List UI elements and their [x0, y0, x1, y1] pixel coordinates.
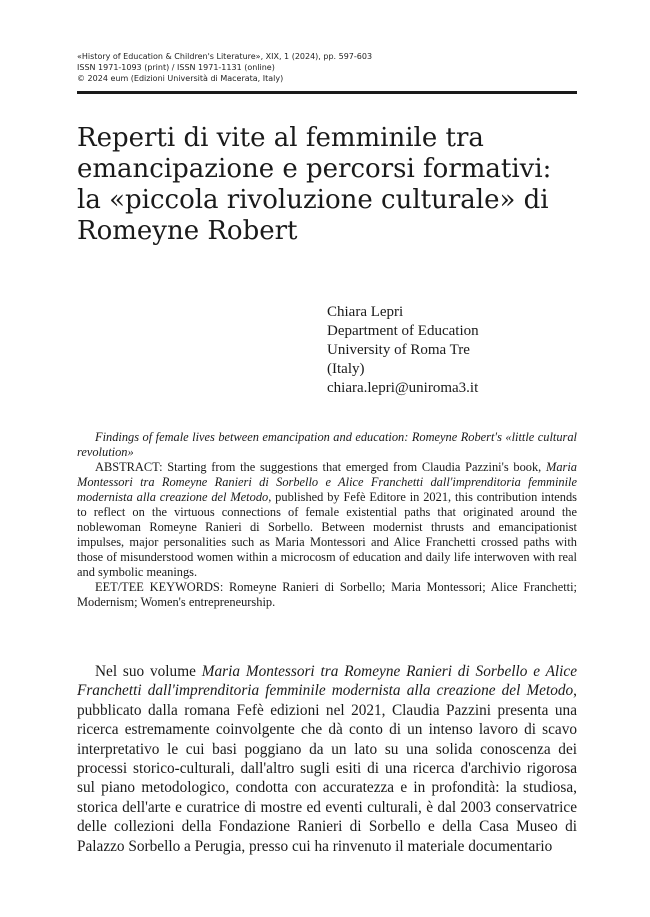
- title-line: la «piccola rivoluzione culturale» di: [77, 185, 549, 215]
- author-department: Department of Education: [327, 323, 479, 339]
- body-paragraph: Nel suo volume Maria Montessori tra Romeyne Ranieri di Sorbello e Alice Franchetti dall'imprenditoria femminile modernista alla creazione del Metodo, pubblicato dalla romana Fefè edizioni nel 2021, Claudia Pazzini presenta una ricerca estremamente coinvolgente che dà conto di un intenso lavoro di scavo interpretativo le cui basi poggiano da un lato su una solida conoscenza dei processi storico-culturali, dall'altro sugli esiti di una ricerca d'archivio rigorosa sul piano metodologico, condotta con accuratezza e in profondità: la studiosa, storica dell'arte e curatrice di mostre ed eventi culturali, è dal 2003 conservatrice delle collezioni della Fondazione Ranieri di Sorbello e della Casa Museo di Palazzo Sorbello a Perugia, presso cui ha rinvenuto il materiale documentario: [77, 663, 577, 855]
- author-university: University of Roma Tre: [327, 342, 470, 358]
- abstract-paragraph: ABSTRACT: Starting from the suggestions that emerged from Claudia Pazzini's book, Maria Montessori tra Romeyne Ranieri di Sorbello e Alice Franchetti dall'imprenditoria femminile modernista alla creazione del Metodo, published by Fefè Editore in 2021, this contribution intends to reflect on the virtuous connections of female existential paths that originated around the noblewoman Romeyne Ranieri di Sorbello. Between modernist thrusts and emancipationist impulses, major personalities such as Maria Montessori and Alice Franchetti crossed paths with those of misunderstood women within a microcosm of education and daily life interwoven with real and symbolic meanings.: [77, 460, 577, 579]
- abstract-section: [77, 430, 577, 610]
- header-rule: [77, 91, 577, 94]
- article-title: [77, 123, 577, 247]
- author-email[interactable]: chiara.lepri@uniroma3.it: [327, 380, 479, 396]
- title-line: emancipazione e percorsi formativi:: [77, 154, 552, 184]
- abstract-label: ABSTRACT:: [95, 460, 163, 474]
- body-book-title: Maria Montessori tra Romeyne Ranieri di Sorbello e Alice Franchetti dall'imprenditoria femminile modernista alla creazione del Metodo: [77, 663, 577, 700]
- journal-citation: «History of Education & Children's Literature», XIX, 1 (2024), pp. 597-603: [77, 52, 373, 61]
- abstract-book-title: Maria Montessori tra Romeyne Ranieri di Sorbello e Alice Franchetti dall'imprenditoria femminile modernista alla creazione del Metodo: [77, 460, 577, 504]
- body-text: [77, 662, 577, 856]
- author-name: Chiara Lepri: [327, 304, 404, 320]
- title-line: Reperti di vite al femminile tra: [77, 123, 484, 153]
- author-country: (Italy): [327, 361, 365, 377]
- journal-copyright: © 2024 eum (Edizioni Università di Macerata, Italy): [77, 74, 284, 83]
- keywords-paragraph: [77, 580, 577, 610]
- english-title: Findings of female lives between emancipation and education: Romeyne Robert's «little cultural revolution»: [77, 430, 577, 459]
- keywords-list: Romeyne Ranieri di Sorbello; Maria Montessori; Alice Franchetti; Modernism; Women's entrepreneurship.: [77, 580, 578, 609]
- journal-issn: ISSN 1971-1093 (print) / ISSN 1971-1131 (online): [77, 63, 275, 72]
- journal-header: [77, 51, 577, 84]
- keywords-label: EET/TEE KEYWORDS:: [95, 580, 224, 594]
- author-block: [327, 303, 577, 398]
- title-line: Romeyne Robert: [77, 216, 298, 246]
